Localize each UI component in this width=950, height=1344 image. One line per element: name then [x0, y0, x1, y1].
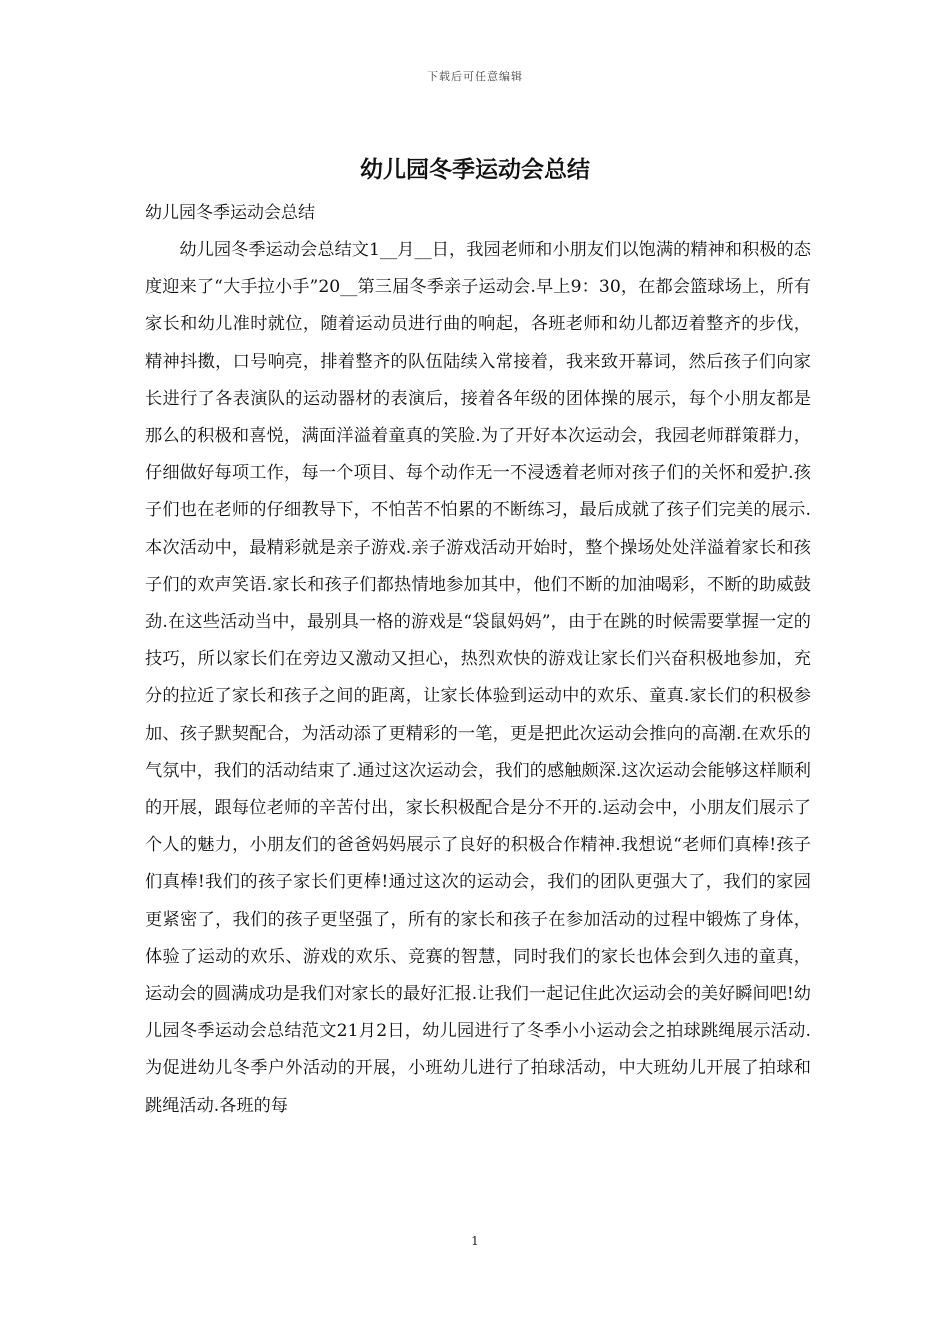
page-header-note: 下载后可任意编辑: [427, 70, 523, 83]
document-body-paragraph: 幼儿园冬季运动会总结文1__月__日，我园老师和小朋友们以饱满的精神和积极的态度迎来了“大手拉小手”20__第三届冬季亲子运动会.早上9：30，在都会篮球场上，所有家长和幼儿准时就位，随着运动员进行曲的响起，各班老师和幼儿都迈着整齐的步伐，精神抖擞，口号响亮，排着整齐的队伍陆续入常接着，我来致开幕词，然后孩子们向家长进行了各表演队的运动器材的表演后，接着各年级的团体操的展示，每个小朋友都是那么的积极和喜悦，满面洋溢着童真的笑脸.为了开好本次运动会，我园老师群策群力，仔细做好每项工作，每一个项目、每个动作无一不浸透着老师对孩子们的关怀和爱护.孩子们也在老师的仔细教导下，不怕苦不怕累的不断练习，最后成就了孩子们完美的展示.本次活动中，最精彩就是亲子游戏.亲子游戏活动开始时，整个操场处处洋溢着家长和孩子们的欢声笑语.家长和孩子们都热情地参加其中，他们不断的加油喝彩，不断的助威鼓劲.在这些活动当中，最别具一格的游戏是“袋鼠妈妈”，由于在跳的时候需要掌握一定的技巧，所以家长们在旁边又激动又担心，热烈欢快的游戏让家长们兴奋积极地参加，充分的拉近了家长和孩子之间的距离，让家长体验到运动中的欢乐、童真.家长们的积极参加、孩子默契配合，为活动添了更精彩的一笔，更是把此次运动会推向的高潮.在欢乐的气氛中，我们的活动结束了.通过这次运动会，我们的感触颇深.这次运动会能够这样顺利的开展，跟每位老师的辛苦付出，家长积极配合是分不开的.运动会中，小朋友们展示了个人的魅力，小朋友们的爸爸妈妈展示了良好的积极合作精神.我想说“老师们真棒!孩子们真棒!我们的孩子家长们更棒!通过这次的运动会，我们的团队更强大了，我们的家园更紧密了，我们的孩子更坚强了，所有的家长和孩子在参加活动的过程中锻炼了身体，体验了运动的欢乐、游戏的欢乐、竞赛的智慧，同时我们的家长也体会到久违的童真，运动会的圆满成功是我们对家长的最好汇报.让我们一起记住此次运动会的美好瞬间吧!幼儿园冬季运动会总结范文21月2日，幼儿园进行了冬季小小运动会之拍球跳绳展示活动.为促进幼儿冬季户外活动的开展，小班幼儿进行了拍球活动，中大班幼儿开展了拍球和跳绳活动.各班的每: [145, 240, 811, 1116]
page-number: 1: [471, 1234, 479, 1248]
document-subtitle: 幼儿园冬季运动会总结: [145, 203, 315, 223]
document-title: 幼儿园冬季运动会总结: [360, 156, 590, 183]
